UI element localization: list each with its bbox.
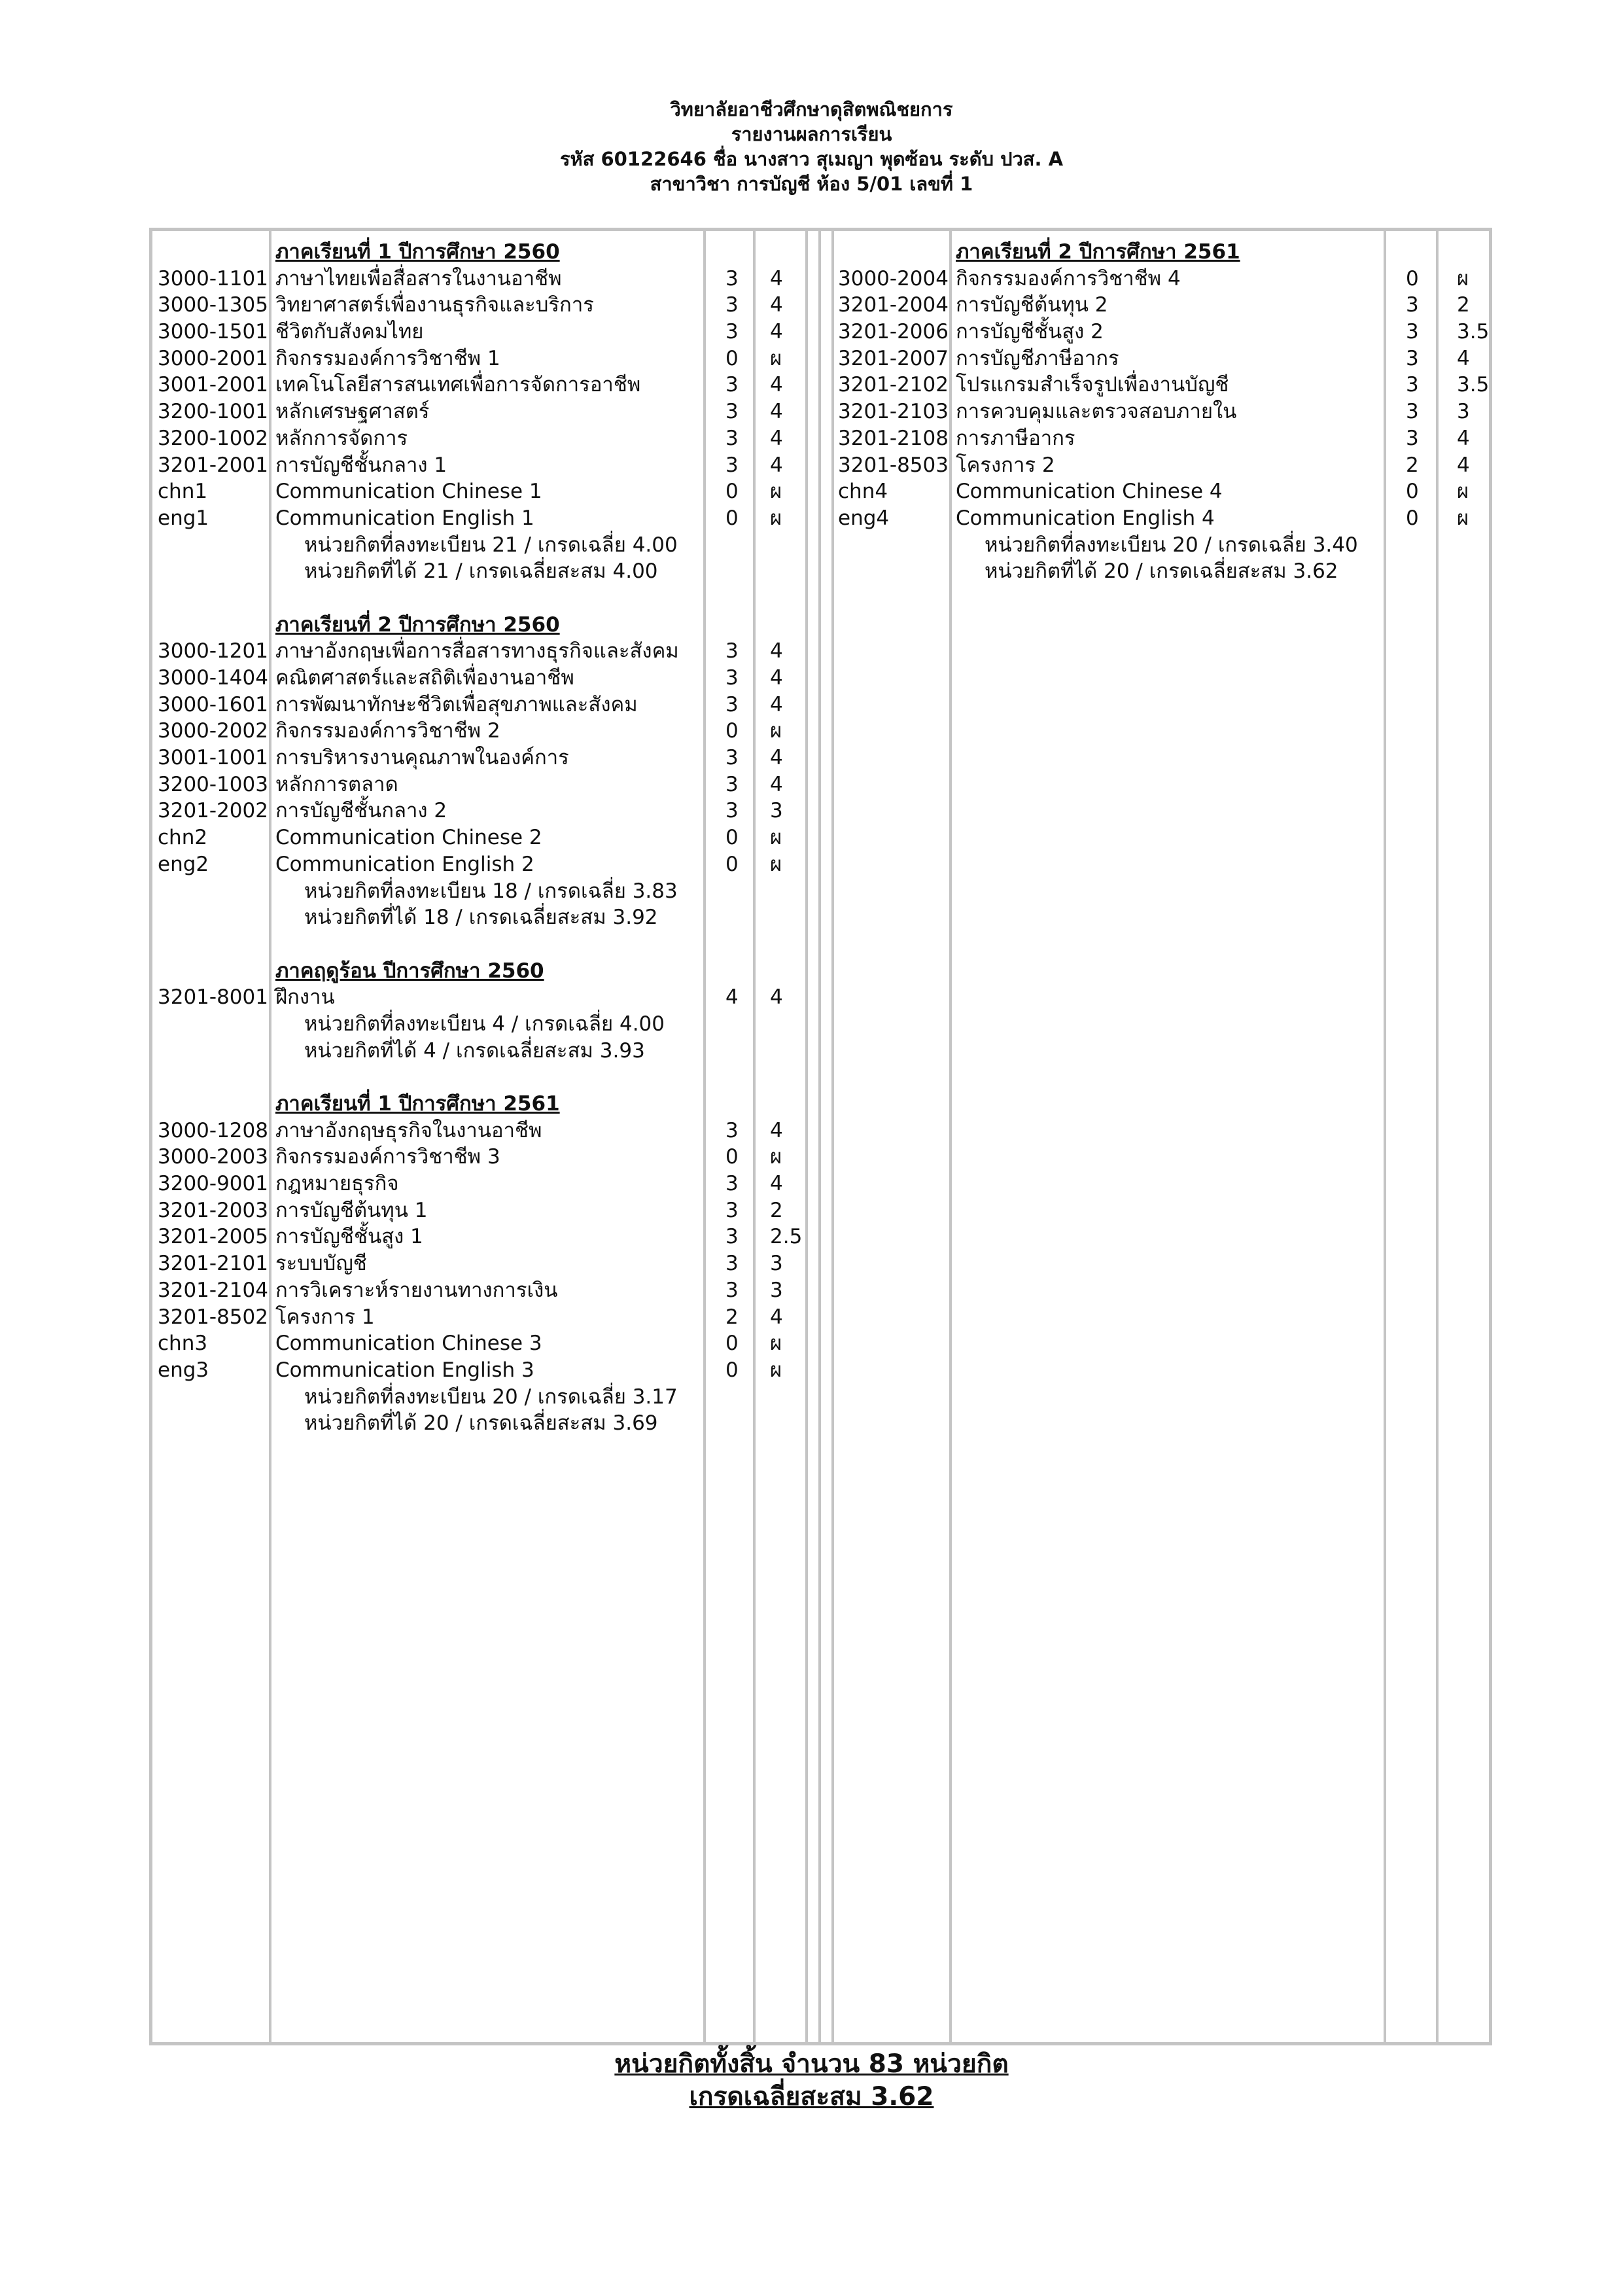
course-row xyxy=(158,372,805,398)
course-code: 3000-2001 xyxy=(158,346,268,370)
college-name: วิทยาลัยอาชีวศึกษาดุสิตพณิชยการ xyxy=(670,98,953,120)
course-credit: 0 xyxy=(725,480,739,504)
course-credit: 3 xyxy=(725,692,739,716)
semester-title-text: ภาคเรียนที่ 2 ปีการศึกษา 2561 xyxy=(956,240,1240,264)
program-info: สาขาวิชา การบัญชี ห้อง 5/01 เลขที่ 1 xyxy=(650,173,973,195)
semester-block xyxy=(158,239,805,585)
course-grade: 3 xyxy=(770,799,783,823)
course-name: การบัญชีชั้นกลาง 2 xyxy=(275,799,447,823)
course-code: 3001-2001 xyxy=(158,373,268,397)
course-credit: 0 xyxy=(1406,506,1419,530)
course-code: eng2 xyxy=(158,852,209,876)
course-code: 3000-1101 xyxy=(158,266,268,291)
course-code: 3201-8503 xyxy=(838,453,949,477)
earned-credits-cumulative-gpa: หน่วยกิตที่ได้ 18 / เกรดเฉลี่ยสะสม 3.92 xyxy=(304,906,658,930)
course-credit: 4 xyxy=(725,985,739,1010)
course-credit: 0 xyxy=(725,346,739,370)
course-row xyxy=(158,718,805,745)
course-name: ฝึกงาน xyxy=(275,985,335,1010)
semester-summary-row xyxy=(838,558,1486,585)
course-code: chn4 xyxy=(838,480,888,504)
course-row xyxy=(158,851,805,878)
course-grade: ผ xyxy=(1457,506,1469,530)
course-credit: 3 xyxy=(725,373,739,397)
course-name: การบัญชีต้นทุน 1 xyxy=(275,1198,428,1222)
course-name: การควบคุมและตรวจสอบภายใน xyxy=(956,400,1237,424)
course-grade: ผ xyxy=(770,719,782,743)
course-code: 3201-2001 xyxy=(158,453,268,477)
course-grade: 3 xyxy=(770,1252,783,1276)
semester-summary-row xyxy=(158,1011,805,1038)
semester-title xyxy=(158,612,805,639)
report-title: รายงานผลการเรียน xyxy=(731,123,892,145)
course-row xyxy=(838,345,1486,372)
column-divider xyxy=(831,231,834,2042)
course-grade: 4 xyxy=(770,1305,783,1329)
course-row xyxy=(838,505,1486,532)
course-grade: 4 xyxy=(770,293,783,317)
course-code: 3201-2007 xyxy=(838,346,949,370)
course-credit: 0 xyxy=(1406,266,1419,291)
column-divider xyxy=(818,231,821,2042)
course-code: 3201-2102 xyxy=(838,373,949,397)
course-name: Communication Chinese 1 xyxy=(275,480,542,504)
course-grade: 4 xyxy=(1457,346,1470,370)
semester-summary-row xyxy=(158,1384,805,1411)
course-name: โครงการ 2 xyxy=(956,453,1055,477)
course-row xyxy=(838,292,1486,319)
course-code: 3200-1003 xyxy=(158,772,268,796)
course-code: 3201-2004 xyxy=(838,293,949,317)
course-grade: ผ xyxy=(1457,266,1469,291)
course-grade: 4 xyxy=(1457,453,1470,477)
course-grade: 4 xyxy=(770,320,783,344)
course-row xyxy=(158,1118,805,1144)
course-row xyxy=(838,319,1490,345)
course-credit: 3 xyxy=(1406,426,1419,450)
semester-summary-row xyxy=(158,558,805,585)
course-code: 3201-2108 xyxy=(838,426,949,450)
course-credit: 3 xyxy=(725,1225,739,1249)
course-grade: 4 xyxy=(770,1172,783,1196)
course-credit: 0 xyxy=(725,1145,739,1169)
course-grade: 3 xyxy=(770,1278,783,1302)
course-name: กิจกรรมองค์การวิชาชีพ 1 xyxy=(275,346,500,370)
course-credit: 3 xyxy=(725,426,739,450)
course-row xyxy=(158,1277,805,1304)
semester-summary-row xyxy=(838,532,1486,559)
semester-block xyxy=(158,958,805,1065)
course-row xyxy=(158,692,805,718)
course-credit: 3 xyxy=(725,1252,739,1276)
course-name: วิทยาศาสตร์เพื่องานธุรกิจและบริการ xyxy=(275,293,594,317)
course-grade: 4 xyxy=(1457,426,1470,450)
course-grade: 4 xyxy=(770,985,783,1010)
course-grade: ผ xyxy=(770,826,782,850)
course-grade: ผ xyxy=(770,1145,782,1169)
registered-credits-gpa: หน่วยกิตที่ลงทะเบียน 20 / เกรดเฉลี่ย 3.40 xyxy=(985,533,1358,557)
course-row xyxy=(158,478,805,505)
course-code: eng3 xyxy=(158,1358,209,1382)
registered-credits-gpa: หน่วยกิตที่ลงทะเบียน 20 / เกรดเฉลี่ย 3.17 xyxy=(304,1385,678,1409)
course-code: 3000-2004 xyxy=(838,266,949,291)
course-credit: 3 xyxy=(725,320,739,344)
course-name: Communication Chinese 4 xyxy=(956,480,1223,504)
course-grade: 4 xyxy=(770,746,783,770)
course-grade: 2 xyxy=(1457,293,1470,317)
semester-title xyxy=(158,239,805,266)
course-grade: 3.5 xyxy=(1457,373,1490,397)
course-name: การบัญชีชั้นกลาง 1 xyxy=(275,453,447,477)
course-code: 3000-1501 xyxy=(158,320,268,344)
course-credit: 3 xyxy=(725,799,739,823)
course-name: การบริหารงานคุณภาพในองค์การ xyxy=(275,746,569,770)
column-divider xyxy=(805,231,808,2042)
course-grade: 2 xyxy=(770,1198,783,1222)
course-row xyxy=(158,319,805,345)
course-code: 3200-1002 xyxy=(158,426,268,450)
course-row xyxy=(158,1357,805,1384)
course-credit: 3 xyxy=(725,639,739,663)
course-row xyxy=(158,1171,805,1197)
course-row xyxy=(158,665,805,692)
report-header xyxy=(0,97,1623,196)
course-code: eng4 xyxy=(838,506,890,530)
course-code: 3201-2006 xyxy=(838,320,949,344)
course-credit: 2 xyxy=(725,1305,739,1329)
semester-title-text: ภาคเรียนที่ 1 ปีการศึกษา 2560 xyxy=(275,240,560,264)
course-credit: 3 xyxy=(725,1278,739,1302)
course-credit: 3 xyxy=(1406,346,1419,370)
course-name: การพัฒนาทักษะชีวิตเพื่อสุขภาพและสังคม xyxy=(275,692,638,716)
course-name: ภาษาอังกฤษธุรกิจในงานอาชีพ xyxy=(275,1118,542,1142)
course-name: คณิตศาสตร์และสถิติเพื่องานอาชีพ xyxy=(275,666,574,690)
course-credit: 3 xyxy=(725,1118,739,1142)
course-credit: 0 xyxy=(725,719,739,743)
course-name: หลักการตลาด xyxy=(275,772,398,796)
course-credit: 3 xyxy=(725,666,739,690)
course-name: ชีวิตกับสังคมไทย xyxy=(275,320,424,344)
course-credit: 0 xyxy=(725,1332,739,1356)
course-name: Communication English 1 xyxy=(275,506,534,530)
course-grade: 4 xyxy=(770,426,783,450)
course-name: กฎหมายธุรกิจ xyxy=(275,1172,399,1196)
course-grade: ผ xyxy=(770,852,782,876)
course-grade: 4 xyxy=(770,400,783,424)
course-name: กิจกรรมองค์การวิชาชีพ 4 xyxy=(956,266,1181,291)
semester-summary-row xyxy=(158,904,805,931)
course-credit: 3 xyxy=(1406,373,1419,397)
course-code: 3201-8001 xyxy=(158,985,268,1010)
course-credit: 3 xyxy=(725,1172,739,1196)
course-name: Communication Chinese 2 xyxy=(275,826,542,850)
course-grade: 4 xyxy=(770,453,783,477)
course-code: chn3 xyxy=(158,1332,208,1356)
earned-credits-cumulative-gpa: หน่วยกิตที่ได้ 21 / เกรดเฉลี่ยสะสม 4.00 xyxy=(304,559,658,584)
course-name: หลักเศรษฐศาสตร์ xyxy=(275,400,430,424)
course-grade: 4 xyxy=(770,266,783,291)
course-credit: 3 xyxy=(725,266,739,291)
course-name: ภาษาไทยเพื่อสื่อสารในงานอาชีพ xyxy=(275,266,562,291)
course-credit: 0 xyxy=(725,506,739,530)
course-grade: ผ xyxy=(770,480,782,504)
course-row xyxy=(158,1304,805,1331)
course-name: Communication English 3 xyxy=(275,1358,534,1382)
course-code: 3001-1001 xyxy=(158,746,268,770)
semester-summary-row xyxy=(158,878,805,905)
course-name: Communication Chinese 3 xyxy=(275,1332,542,1356)
course-row xyxy=(158,745,805,771)
course-row xyxy=(158,1144,805,1171)
course-name: การภาษีอากร xyxy=(956,426,1075,450)
semester-title-text: ภาคเรียนที่ 1 ปีการศึกษา 2561 xyxy=(275,1092,560,1116)
course-code: 3201-2005 xyxy=(158,1225,268,1249)
earned-credits-cumulative-gpa: หน่วยกิตที่ได้ 20 / เกรดเฉลี่ยสะสม 3.62 xyxy=(985,559,1338,584)
course-row xyxy=(158,1197,805,1224)
course-name: การบัญชีภาษีอากร xyxy=(956,346,1119,370)
course-credit: 3 xyxy=(725,746,739,770)
course-row xyxy=(838,266,1486,292)
course-credit: 3 xyxy=(725,293,739,317)
course-grade: 4 xyxy=(770,772,783,796)
semester-title-text: ภาคฤดูร้อน ปีการศึกษา 2560 xyxy=(275,959,544,983)
course-credit: 0 xyxy=(725,852,739,876)
course-row xyxy=(158,266,805,292)
course-code: 3200-1001 xyxy=(158,400,268,424)
course-grade: 4 xyxy=(770,692,783,716)
total-credits: หน่วยกิตทั้งสิ้น จำนวน 83 หน่วยกิต xyxy=(614,2049,1009,2079)
course-credit: 0 xyxy=(1406,480,1419,504)
course-row xyxy=(838,478,1486,505)
course-credit: 3 xyxy=(725,453,739,477)
course-code: 3201-2104 xyxy=(158,1278,268,1302)
course-name: โปรแกรมสำเร็จรูปเพื่องานบัญชี xyxy=(956,373,1229,397)
course-name: การวิเคราะห์รายงานทางการเงิน xyxy=(275,1278,558,1302)
course-code: 3000-2003 xyxy=(158,1145,268,1169)
course-name: กิจกรรมองค์การวิชาชีพ 3 xyxy=(275,1145,500,1169)
course-credit: 3 xyxy=(1406,320,1419,344)
course-credit: 0 xyxy=(725,826,739,850)
course-code: 3201-2103 xyxy=(838,400,949,424)
course-name: Communication English 4 xyxy=(956,506,1215,530)
course-grade: ผ xyxy=(1457,480,1469,504)
registered-credits-gpa: หน่วยกิตที่ลงทะเบียน 4 / เกรดเฉลี่ย 4.00 xyxy=(304,1012,665,1036)
semester-title xyxy=(158,1091,805,1118)
course-row xyxy=(158,425,805,452)
course-code: chn2 xyxy=(158,826,208,850)
course-row xyxy=(158,984,805,1011)
course-name: การบัญชีชั้นสูง 2 xyxy=(956,320,1104,344)
semester-summary-row xyxy=(158,1410,805,1437)
transcript-table xyxy=(149,228,1492,2045)
semester-block xyxy=(838,239,1490,585)
course-grade: ผ xyxy=(770,506,782,530)
course-row xyxy=(158,452,805,479)
course-credit: 3 xyxy=(1406,400,1419,424)
course-credit: 0 xyxy=(725,1358,739,1382)
course-code: 3000-2002 xyxy=(158,719,268,743)
course-name: กิจกรรมองค์การวิชาชีพ 2 xyxy=(275,719,500,743)
course-row xyxy=(838,452,1486,479)
course-row xyxy=(158,638,805,665)
course-code: 3201-2101 xyxy=(158,1252,268,1276)
course-grade: 3 xyxy=(1457,400,1470,424)
course-name: การบัญชีต้นทุน 2 xyxy=(956,293,1108,317)
course-code: 3000-1404 xyxy=(158,666,268,690)
left-column xyxy=(158,239,805,1437)
course-code: 3201-2002 xyxy=(158,799,268,823)
course-code: 3000-1305 xyxy=(158,293,268,317)
course-code: 3000-1601 xyxy=(158,692,268,716)
course-name: เทคโนโลยีสารสนเทศเพื่อการจัดการอาชีพ xyxy=(275,373,641,397)
course-code: eng1 xyxy=(158,506,209,530)
course-row xyxy=(158,398,805,425)
semester-title xyxy=(158,958,805,985)
course-row xyxy=(838,372,1490,398)
course-grade: ผ xyxy=(770,1332,782,1356)
course-row xyxy=(158,292,805,319)
course-name: ระบบบัญชี xyxy=(275,1252,367,1276)
right-column xyxy=(838,239,1490,585)
course-row xyxy=(158,345,805,372)
course-grade: ผ xyxy=(770,346,782,370)
course-credit: 3 xyxy=(725,400,739,424)
course-row xyxy=(158,798,805,824)
semester-summary-row xyxy=(158,1038,805,1065)
course-credit: 2 xyxy=(1406,453,1419,477)
semester-block xyxy=(158,612,805,931)
student-info: รหัส 60122646 ชื่อ นางสาว สุเมญา พุดซ้อน ระดับ ปวส. A xyxy=(559,148,1064,170)
course-row xyxy=(158,505,805,532)
course-grade: 4 xyxy=(770,666,783,690)
course-credit: 3 xyxy=(725,1198,739,1222)
course-grade: 2.5 xyxy=(770,1225,803,1249)
course-grade: 4 xyxy=(770,1118,783,1142)
course-grade: 4 xyxy=(770,373,783,397)
course-name: โครงการ 1 xyxy=(275,1305,375,1329)
semester-summary-row xyxy=(158,532,805,559)
semester-block xyxy=(158,1091,805,1437)
earned-credits-cumulative-gpa: หน่วยกิตที่ได้ 20 / เกรดเฉลี่ยสะสม 3.69 xyxy=(304,1411,658,1436)
course-row xyxy=(838,425,1486,452)
cumulative-gpa: เกรดเฉลี่ยสะสม 3.62 xyxy=(689,2082,934,2111)
course-code: 3000-1208 xyxy=(158,1118,268,1142)
semester-title xyxy=(838,239,1486,266)
registered-credits-gpa: หน่วยกิตที่ลงทะเบียน 18 / เกรดเฉลี่ย 3.83 xyxy=(304,879,678,903)
course-grade: 3.5 xyxy=(1457,320,1490,344)
course-row xyxy=(158,1224,805,1250)
course-grade: ผ xyxy=(770,1358,782,1382)
course-row xyxy=(158,824,805,851)
semester-title-text: ภาคเรียนที่ 2 ปีการศึกษา 2560 xyxy=(275,612,560,637)
course-name: หลักการจัดการ xyxy=(275,426,408,450)
course-row xyxy=(838,398,1486,425)
course-code: 3201-8502 xyxy=(158,1305,268,1329)
course-name: Communication English 2 xyxy=(275,852,534,876)
course-grade: 4 xyxy=(770,639,783,663)
course-row xyxy=(158,771,805,798)
registered-credits-gpa: หน่วยกิตที่ลงทะเบียน 21 / เกรดเฉลี่ย 4.00 xyxy=(304,533,678,557)
course-name: ภาษาอังกฤษเพื่อการสื่อสารทางธุรกิจและสังคม xyxy=(275,639,679,663)
earned-credits-cumulative-gpa: หน่วยกิตที่ได้ 4 / เกรดเฉลี่ยสะสม 3.93 xyxy=(304,1038,645,1063)
course-credit: 3 xyxy=(1406,293,1419,317)
course-row xyxy=(158,1330,805,1357)
course-code: 3200-9001 xyxy=(158,1172,268,1196)
course-code: 3000-1201 xyxy=(158,639,268,663)
course-row xyxy=(158,1250,805,1277)
course-name: การบัญชีชั้นสูง 1 xyxy=(275,1225,423,1249)
course-credit: 3 xyxy=(725,772,739,796)
course-code: 3201-2003 xyxy=(158,1198,268,1222)
course-code: chn1 xyxy=(158,480,208,504)
